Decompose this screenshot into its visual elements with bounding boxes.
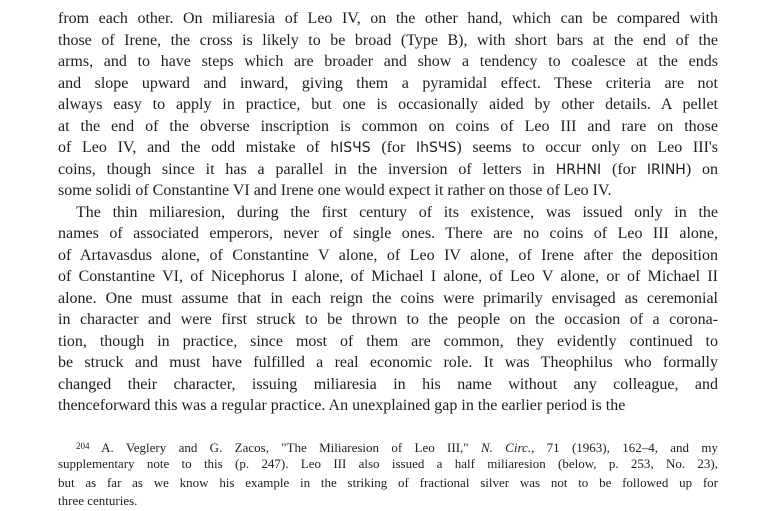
text-line: always easy to apply in practice, but one is occasionally aided by other details. A pellet <box>58 96 718 113</box>
journal-title: N. Circ. <box>480 439 532 455</box>
text-line: thenceforward this was a regular practice. An unexplained gap in the earlier period is the <box>58 397 626 414</box>
footnote-number: 204 <box>76 440 90 451</box>
text-line: changed their character, issuing miliaresia in his name without any colleague, and <box>58 375 718 393</box>
paragraph <box>58 202 718 417</box>
text-line: at the end of the obverse inscription is common on coins of Leo III and rare on those <box>58 117 718 135</box>
text-line: from each other. On miliaresia of Leo IV, on the other hand, which can be compared with <box>58 10 718 27</box>
inscription-text: hISЧS <box>330 140 371 156</box>
footnote <box>58 437 718 511</box>
text-line: arms, and to have steps which are broader and show a tendency to coalesce at the ends <box>58 53 718 70</box>
paragraph <box>58 8 718 202</box>
inscription-text: IRINH <box>646 161 686 178</box>
text-line: coins, though since it has a parallel in the inversion of letters in HRHNI (for IRINH) on <box>58 160 718 178</box>
footnote-line: three centuries. <box>58 493 138 508</box>
text-line: those of Irene, the cross is likely to be broad (Type B), with short bars at the end of the <box>58 31 718 49</box>
footnote-line: $^{204}$ A. Veglery and G. Zacos, "The Miliaresion of Leo III," N. Circ., 71 (1963), 162–4, and my <box>76 439 718 455</box>
inscription-text: HRHNI <box>555 161 602 178</box>
text-line: tion, though in practice, since most of them are common, they evidently continued to <box>58 332 718 350</box>
text-line: alone. One must assume that in each reign the coins were primarily envisaged as ceremonial <box>58 289 718 307</box>
text-line: in character and were first struck to be thrown to the people on the occasion of a corona- <box>58 311 718 328</box>
text-line: of Constantine VI, of Nicephorus I alone, of Michael I alone, of Leo V alone, or of Michael II <box>58 268 718 285</box>
footnote-line: but as far as we know his example in the striking of fractional silver was not to be followed up for <box>58 474 718 490</box>
text-line: of Leo IV, and the odd mistake of hISЧS (for IhSЧS) seems to occur only on Leo III's <box>58 139 719 156</box>
text-line: some solidi of Constantine VI and Irene one would expect it rather on those of Leo IV. <box>58 182 612 199</box>
page-content <box>58 0 718 511</box>
inscription-text: IhSЧS <box>416 140 457 156</box>
text-line: names of associated emperors, never of single ones. There are no coins of Leo III alone, <box>58 225 718 242</box>
text-line: and slope upward and inward, giving them a pyramidal effect. These criteria are not <box>58 74 718 92</box>
footnote-line: supplementary note to this (p. 247). Leo III also issued a half miliaresion (below, p. 253, No. 23), <box>58 456 718 471</box>
text-line: be struck and must have fulfilled a real economic role. It was Theophilus who formally <box>58 354 718 371</box>
body-text <box>58 8 718 417</box>
text-line: of Artavasdus alone, of Constantine V alone, of Leo IV alone, of Irene after the deposition <box>58 246 718 264</box>
text-line: The thin miliaresion, during the first century of its existence, was issued only in the <box>76 203 718 221</box>
